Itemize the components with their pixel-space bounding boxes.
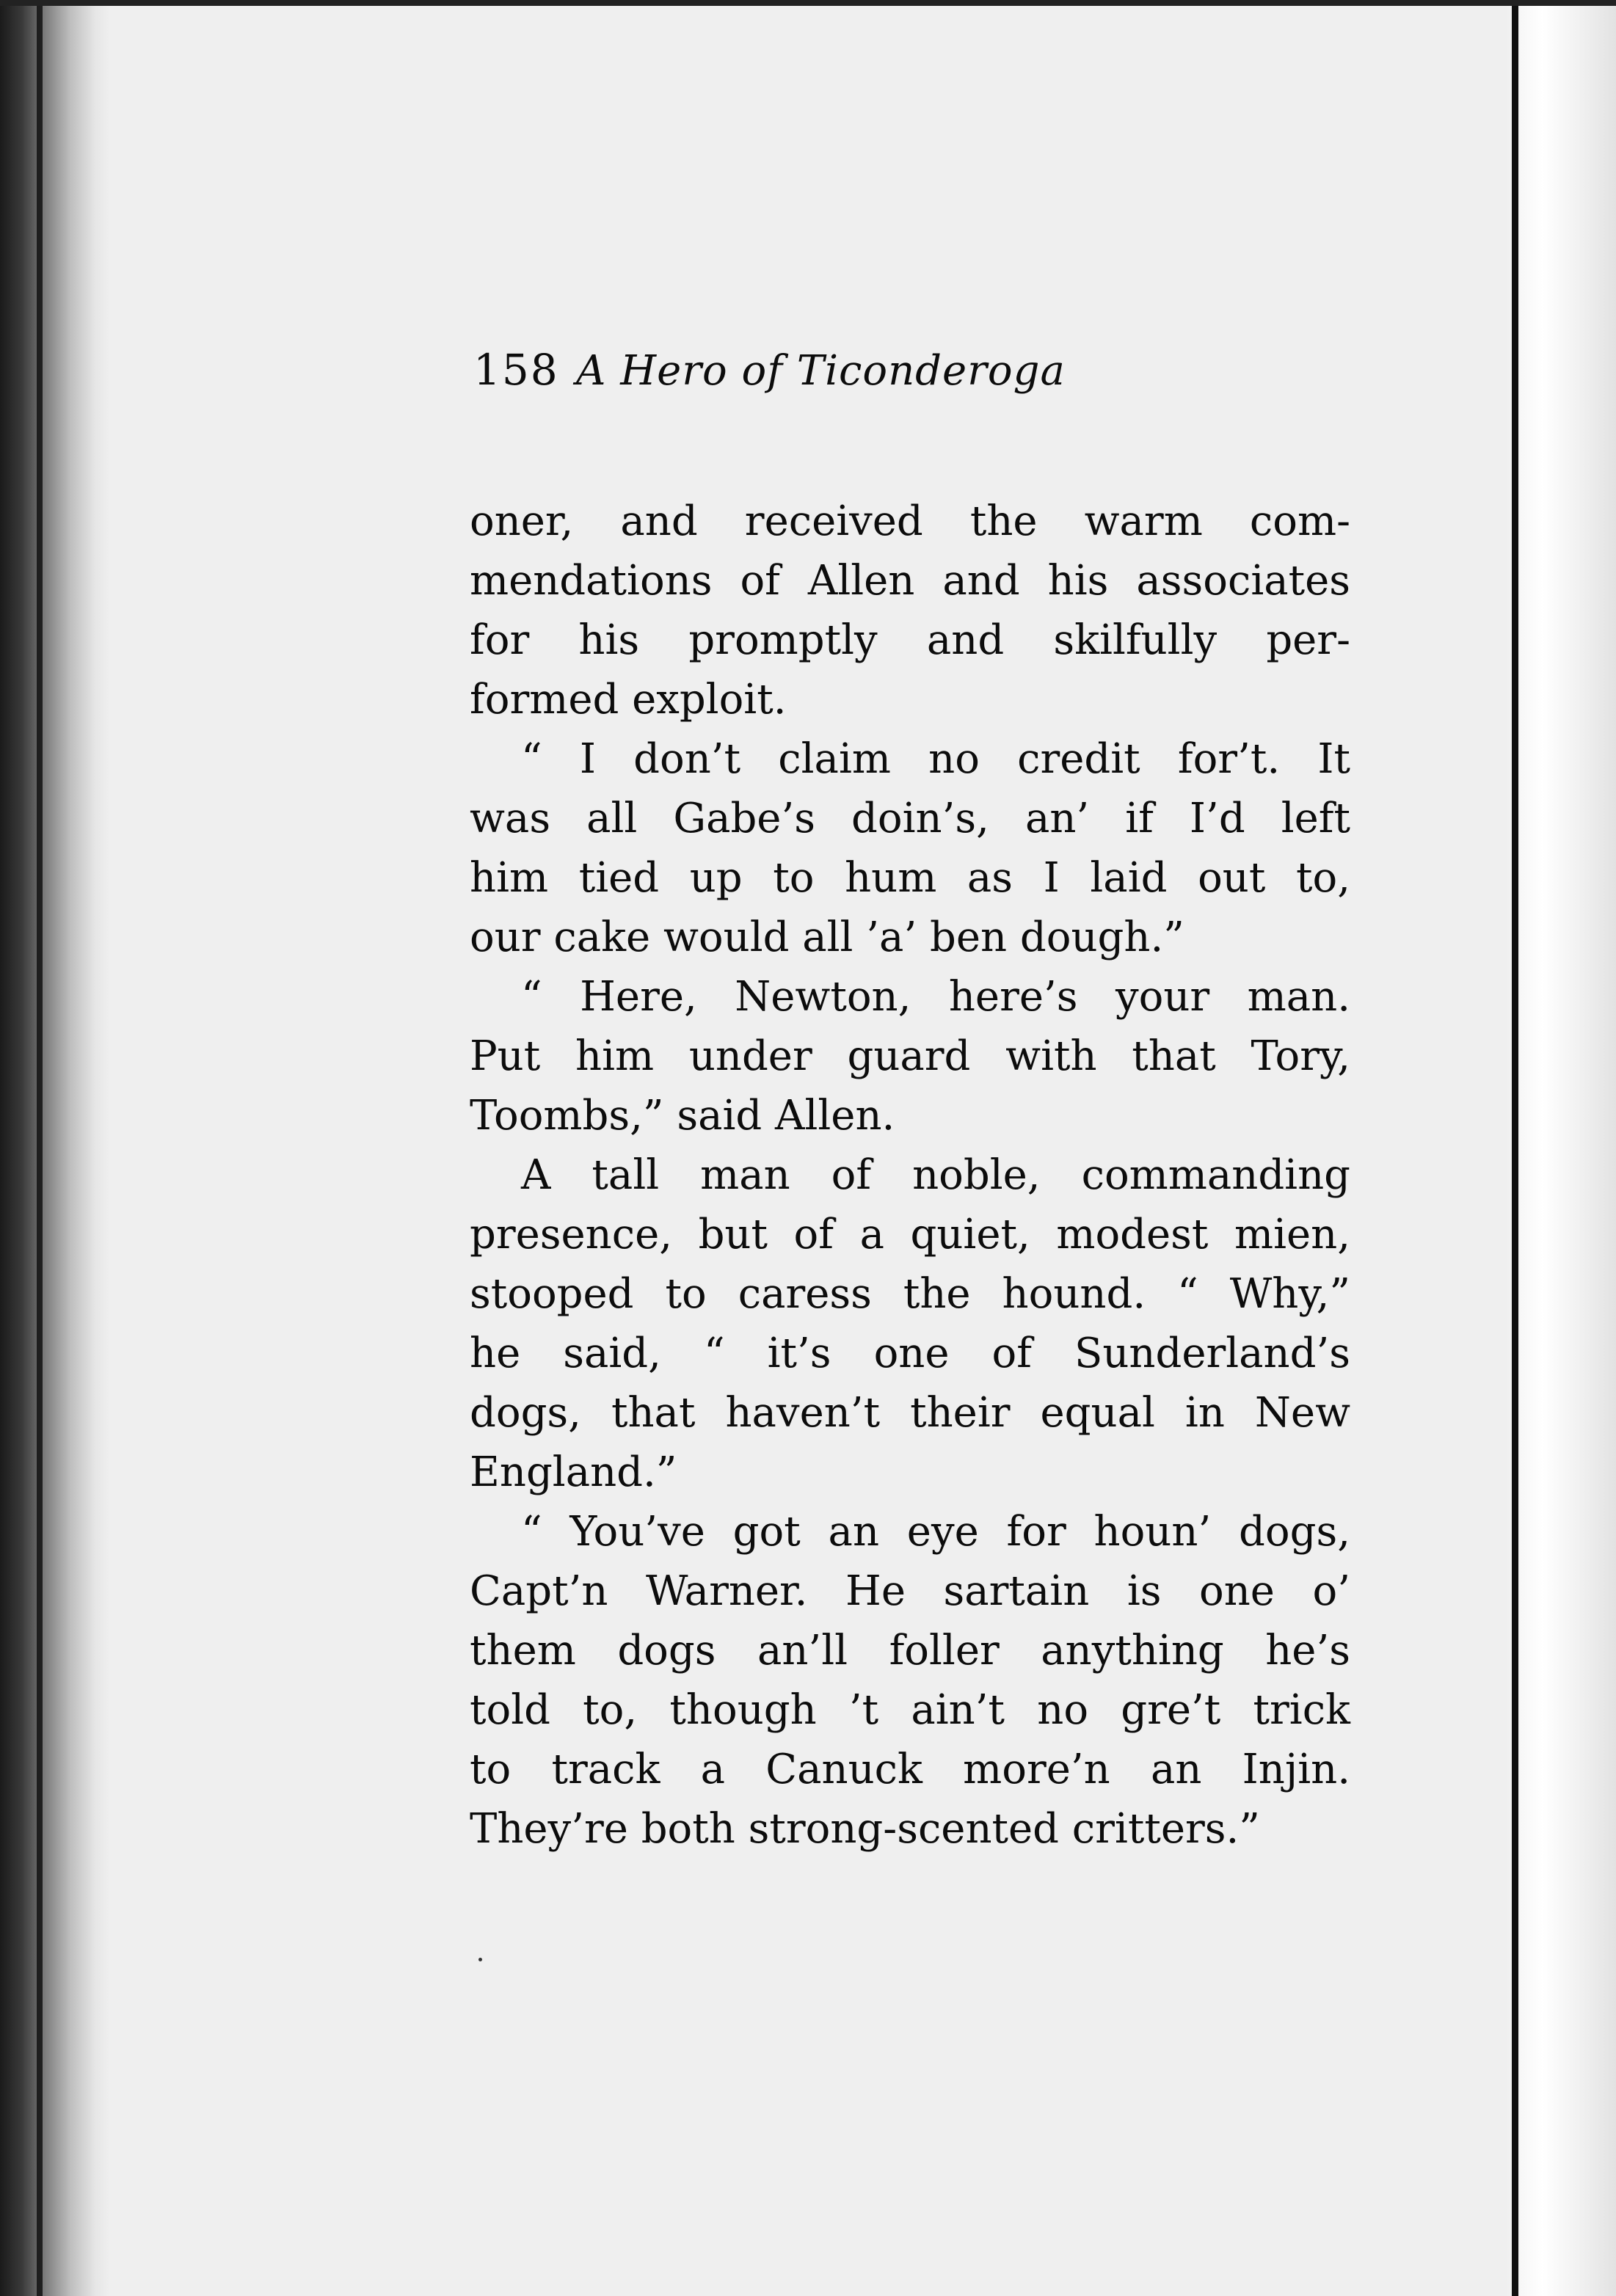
text-line: formed exploit. bbox=[470, 676, 787, 724]
body-text bbox=[470, 492, 1350, 1859]
text-line: They’re both strong-scented critters.” bbox=[470, 1805, 1260, 1853]
text-line: A tall man of noble, commanding bbox=[521, 1151, 1350, 1199]
right-edge-shadow-line bbox=[1512, 0, 1518, 2296]
page-right-edge bbox=[1506, 0, 1616, 2296]
text-line: told to, though ’t ain’t no gre’t trick bbox=[470, 1686, 1350, 1734]
text-line: oner, and received the warm com- bbox=[470, 498, 1350, 545]
text-line: dogs, that haven’t their equal in New bbox=[470, 1389, 1350, 1437]
running-title: A Hero of Ticonderoga bbox=[576, 347, 1066, 395]
top-edge-line bbox=[0, 0, 1616, 6]
text-line: stooped to caress the hound. “ Why,” bbox=[470, 1270, 1350, 1318]
page-number: 158 bbox=[473, 345, 559, 395]
binding-gutter bbox=[0, 0, 110, 2296]
text-line: Capt’n Warner. He sartain is one o’ bbox=[470, 1567, 1350, 1615]
text-line: presence, but of a quiet, modest mien, bbox=[470, 1211, 1350, 1258]
text-line: Put him under guard with that Tory, bbox=[470, 1032, 1350, 1080]
text-line: mendations of Allen and his associates bbox=[470, 557, 1350, 605]
text-line: them dogs an’ll foller anything he’s bbox=[470, 1627, 1350, 1674]
text-line: “ I don’t claim no credit for’t. It bbox=[521, 735, 1350, 783]
text-line: “ You’ve got an eye for houn’ dogs, bbox=[521, 1508, 1350, 1556]
text-line: England.” bbox=[470, 1448, 677, 1496]
text-line: “ Here, Newton, here’s your man. bbox=[521, 973, 1350, 1021]
text-line: for his promptly and skilfully per- bbox=[470, 616, 1350, 664]
text-line: he said, “ it’s one of Sunderland’s bbox=[470, 1330, 1350, 1377]
text-line: him tied up to hum as I laid out to, bbox=[470, 854, 1350, 902]
book-page bbox=[470, 345, 1350, 1859]
text-line: to track a Canuck more’n an Injin. bbox=[470, 1746, 1350, 1793]
running-head bbox=[473, 345, 1350, 411]
text-line: our cake would all ’a’ ben dough.” bbox=[470, 914, 1184, 961]
ink-speck bbox=[478, 1958, 482, 1961]
text-line: was all Gabe’s doin’s, an’ if I’d left bbox=[470, 795, 1350, 842]
binding-shadow-line bbox=[37, 0, 43, 2296]
text-line: Toombs,” said Allen. bbox=[470, 1092, 895, 1140]
